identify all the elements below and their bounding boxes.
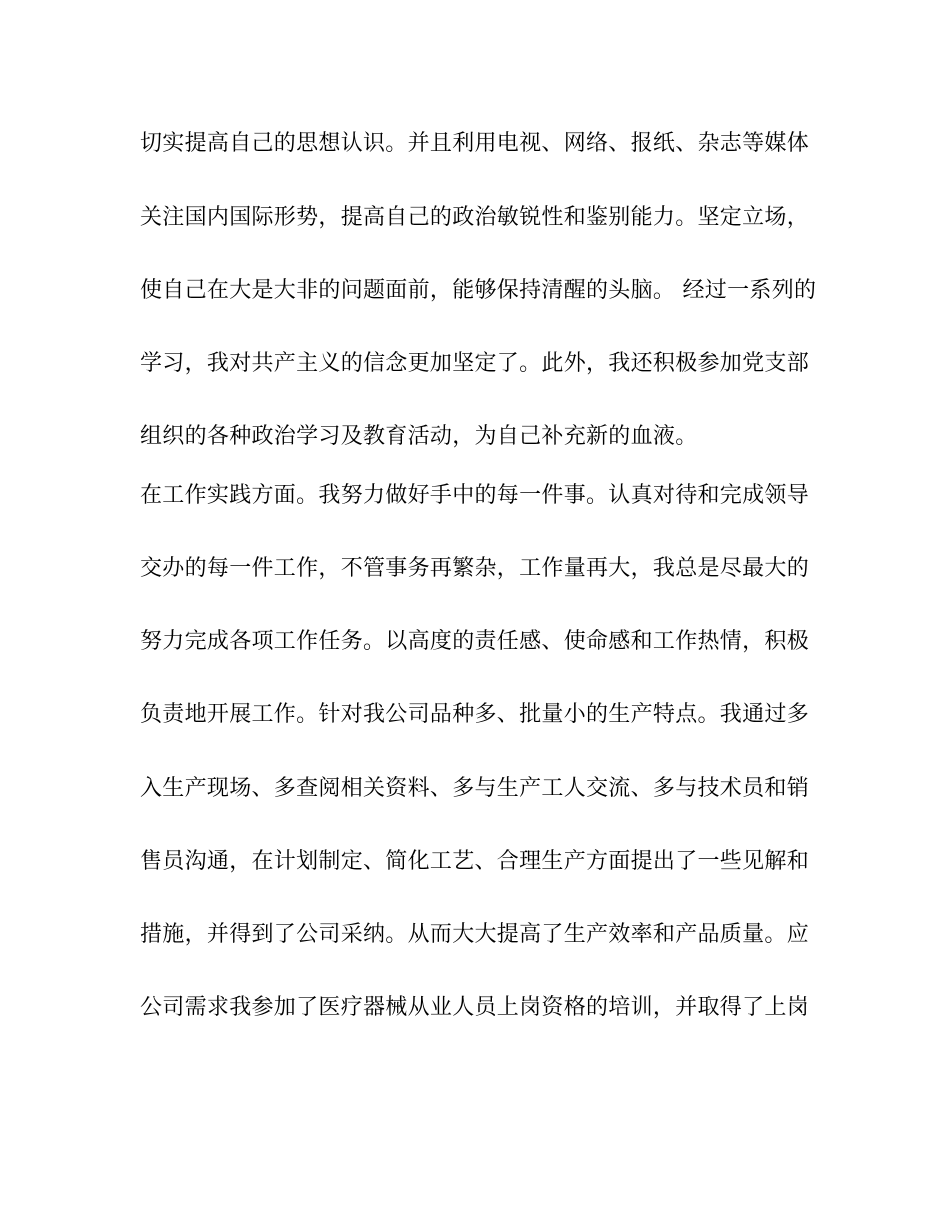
text-line: 在工作实践方面。我努力做好手中的每一件事。认真对待和完成领导: [140, 483, 810, 508]
text-line: 学习，我对共产主义的信念更加坚定了。此外，我还积极参加党支部: [140, 351, 810, 376]
text-line: 使自己在大是大非的问题面前，能够保持清醒的头脑。 经过一系列的: [140, 278, 817, 303]
text-line: 公司需求我参加了医疗器械从业人员上岗资格的培训，并取得了上岗: [140, 995, 810, 1020]
text-line: 关注国内国际形势，提高自己的政治敏锐性和鉴别能力。坚定立场，: [140, 205, 810, 230]
text-line: 组织的各种政治学习及教育活动，为自己补充新的血液。: [140, 424, 698, 449]
text-line: 努力完成各项工作任务。以高度的责任感、使命感和工作热情，积极: [140, 629, 810, 654]
text-line: 入生产现场、多查阅相关资料、多与生产工人交流、多与技术员和销: [140, 776, 810, 801]
text-line: 售员沟通，在计划制定、简化工艺、合理生产方面提出了一些见解和: [140, 849, 810, 874]
text-line: 措施，并得到了公司采纳。从而大大提高了生产效率和产品质量。应: [140, 922, 810, 947]
text-line: 切实提高自己的思想认识。并且利用电视、网络、报纸、杂志等媒体: [140, 131, 810, 156]
text-line: 负责地开展工作。针对我公司品种多、批量小的生产特点。我通过多: [140, 702, 810, 727]
text-line: 交办的每一件工作，不管事务再繁杂，工作量再大，我总是尽最大的: [140, 556, 810, 581]
